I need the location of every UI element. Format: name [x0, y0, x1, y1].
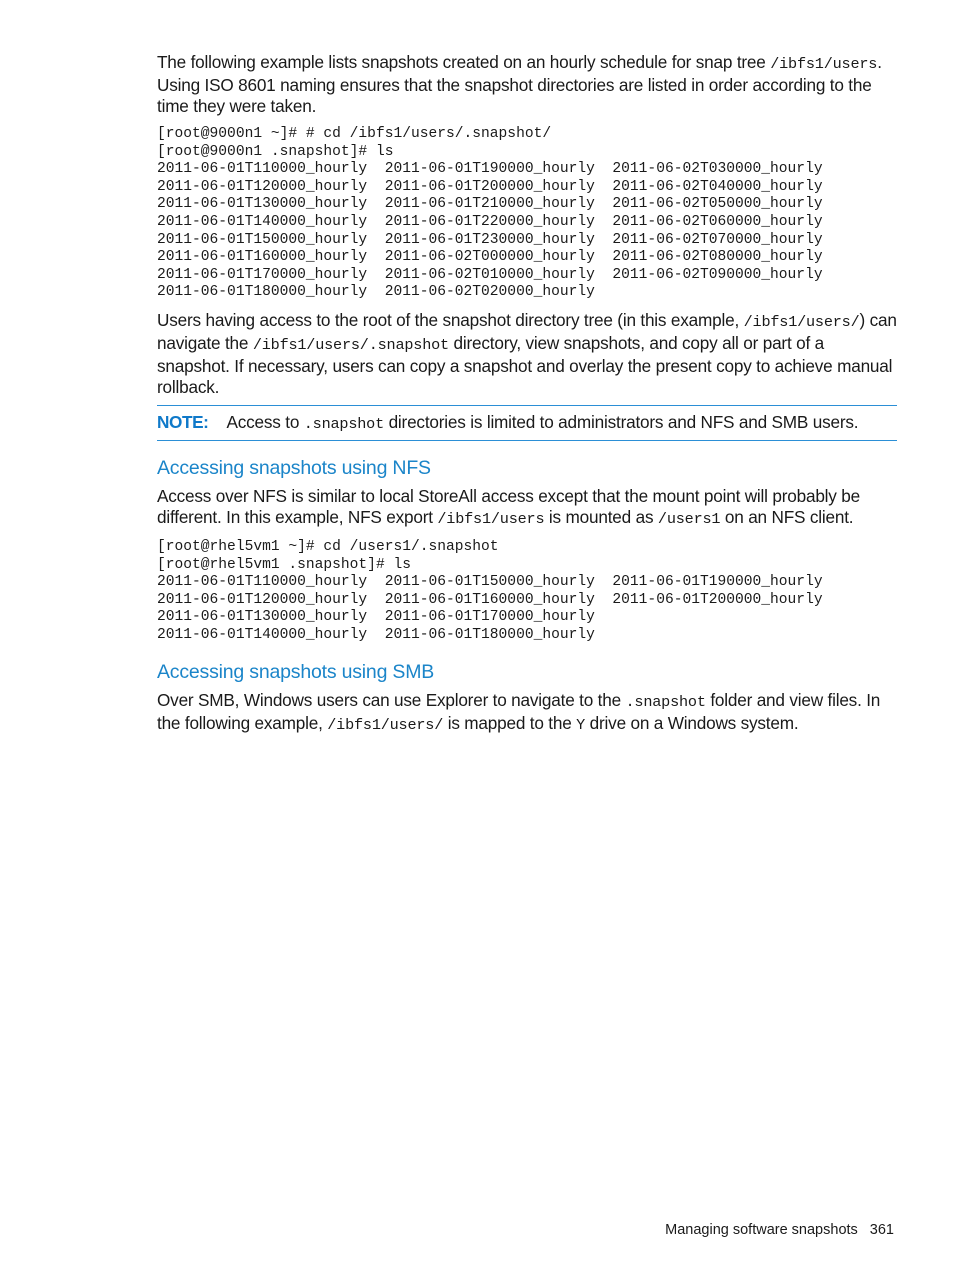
footer-title: Managing software snapshots	[665, 1222, 858, 1238]
note-box	[157, 405, 897, 441]
nav-text-2: ) can navigate the	[157, 309, 897, 353]
note-code: .snapshot	[303, 414, 384, 433]
nfs-paragraph	[157, 486, 897, 530]
nfs-text-3: on an NFS client.	[720, 506, 854, 527]
note-text-2: directories is limited to administrators and NFS and SMB users.	[384, 411, 859, 432]
smb-heading: Accessing snapshots using SMB	[157, 660, 435, 683]
smb-code-path: /ibfs1/users/	[327, 715, 444, 734]
nfs-text-1: Access over NFS is similar to local StoreAll access except that the mount point will probably be different. In this example, NFS export	[157, 485, 860, 527]
nfs-text-2: is mounted as	[544, 506, 658, 527]
nav-code-root: /ibfs1/users/	[743, 312, 860, 331]
note-text-1: Access to	[226, 411, 304, 432]
intro-paragraph	[157, 52, 897, 117]
intro-text-2: . Using ISO 8601 naming ensures that the snapshot directories are listed in order according to the time they were taken.	[157, 52, 882, 116]
navigation-paragraph	[157, 310, 897, 398]
page-content	[157, 52, 897, 736]
nav-code-snapshot-dir: /ibfs1/users/.snapshot	[252, 335, 449, 354]
smb-code-drive: Y	[576, 715, 586, 734]
nfs-code-mount: /users1	[657, 509, 721, 528]
page-number: 361	[869, 1222, 894, 1238]
nfs-code-export: /ibfs1/users	[437, 509, 545, 528]
intro-text-1: The following example lists snapshots created on an hourly schedule for snap tree	[157, 52, 771, 72]
page-footer	[665, 1222, 894, 1238]
smb-text-2: folder and view files. In the following example,	[157, 689, 881, 733]
smb-text-1: Over SMB, Windows users can use Explorer to navigate to the	[157, 689, 626, 710]
nfs-heading: Accessing snapshots using NFS	[157, 456, 431, 479]
intro-code-path: /ibfs1/users	[770, 55, 878, 73]
snapshot-listing-code: [root@9000n1 ~]# # cd /ibfs1/users/.snapshot/ [root@9000n1 .snapshot]# ls 2011-06-01T110000_hourly 2011-06-01T190000_hourly 2011-06-02T030000_hourly 2011-06-01T120000_hourly 2011-06-01T200000_hourly 2011-06-02T040000_hourly 2011-06-01T130000_hourly 2011-06-01T210000_hourly 2011-06-02T050000_hourly 2011-06-01T140000_hourly 2011-06-01T220000_hourly 2011-06-02T060000_hourly 2011-06-01T150000_hourly 2011-06-01T230000_hourly 2011-06-02T070000_hourly 2011-06-01T160000_hourly 2011-06-02T000000_hourly 2011-06-02T080000_hourly 2011-06-01T170000_hourly 2011-06-02T010000_hourly 2011-06-02T090000_hourly 2011-06-01T180000_hourly 2011-06-02T020000_hourly	[157, 126, 823, 301]
smb-text-4: drive on a Windows system.	[585, 712, 799, 733]
nfs-listing-code: [root@rhel5vm1 ~]# cd /users1/.snapshot [root@rhel5vm1 .snapshot]# ls 2011-06-01T110000_hourly 2011-06-01T150000_hourly 2011-06-01T190000_hourly 2011-06-01T120000_hourly 2011-06-01T160000_hourly 2011-06-01T200000_hourly 2011-06-01T130000_hourly 2011-06-01T170000_hourly 2011-06-01T140000_hourly 2011-06-01T180000_hourly	[157, 538, 823, 643]
smb-paragraph	[157, 690, 897, 736]
nav-text-3: directory, view snapshots, and copy all or part of a snapshot. If necessary, users can copy a snapshot and overlay the present copy to achieve manual rollback.	[157, 332, 893, 397]
smb-code-snapshot: .snapshot	[625, 692, 706, 711]
note-label: NOTE:	[157, 411, 209, 432]
smb-text-3: is mapped to the	[443, 712, 577, 733]
nav-text-1: Users having access to the root of the snapshot directory tree (in this example,	[157, 309, 744, 330]
